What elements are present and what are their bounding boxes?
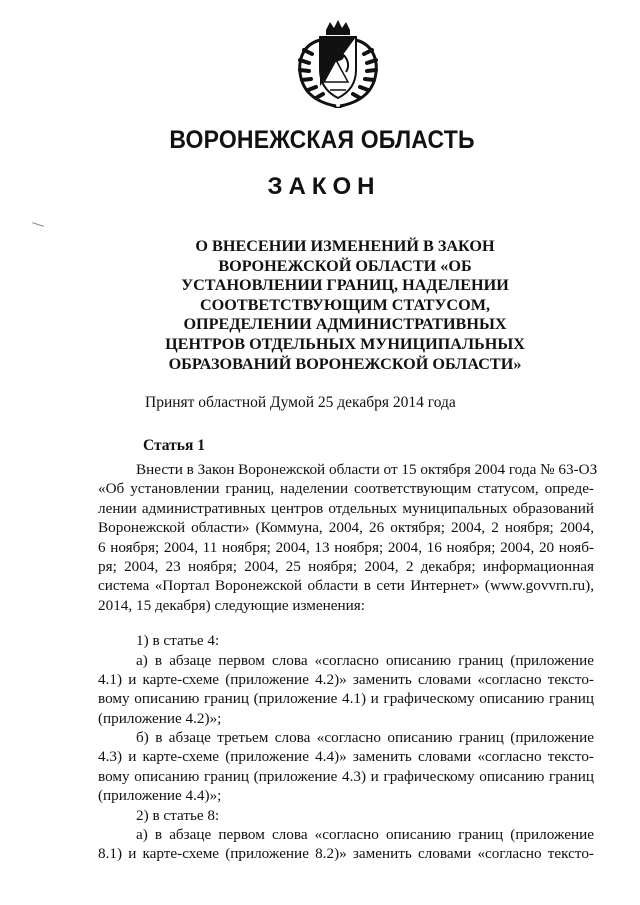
body-line: Воронежской области» (Коммуна, 2004, 26 октября; 2004, 2 ноября; 2004, [98,519,594,537]
body-line: «Об установлении границ, наделении соответствующим статусом, опреде- [98,480,594,498]
article-body [98,460,598,864]
article-title: Статья 1 [143,437,205,454]
body-line: 2014, 15 декабря) следующие изменения: [98,596,365,614]
heading-line: УСТАНОВЛЕНИИ ГРАНИЦ, НАДЕЛЕНИИ [181,276,509,295]
heading-line: ОПРЕДЕЛЕНИИ АДМИНИСТРАТИВНЫХ [183,315,507,334]
list-item-heading: 1) в статье 4: [136,632,220,650]
body-line: система «Портал Воронежской области в сети Интернет» (www.govvrn.ru), [98,577,594,595]
body-line: вому описанию границ (приложение 4.1) и графическому описанию границ [98,690,594,708]
scan-artifact [32,222,44,227]
body-line: 6 ноября; 2004, 11 ноября; 2004, 13 ноября; 2004, 16 ноября; 2004, 20 нояб- [98,538,594,556]
law-heading [150,237,540,374]
document-type-title: ЗАКОН [267,173,381,200]
heading-line: О ВНЕСЕНИИ ИЗМЕНЕНИЙ В ЗАКОН [195,237,495,255]
body-line: (приложение 4.4)»; [98,787,222,805]
body-line: 4.1) и карте-схеме (приложение 4.2)» заменить словами «согласно тексто- [98,670,594,688]
paragraph-gap [98,615,594,631]
adoption-date: Принят областной Думой 25 декабря 2014 года [145,394,456,411]
body-line: б) в абзаце третьем слова «согласно описанию границ (приложение [136,729,594,747]
body-line: 4.3) и карте-схеме (приложение 4.4)» заменить словами «согласно тексто- [98,748,594,766]
heading-line: ОБРАЗОВАНИЙ ВОРОНЕЖСКОЙ ОБЛАСТИ» [168,354,522,373]
heading-line: ВОРОНЕЖСКОЙ ОБЛАСТИ «ОБ [218,256,472,275]
body-line: лении административных центров отдельных муниципальных образований [98,499,594,517]
body-line: а) в абзаце первом слова «согласно описанию границ (приложение [136,651,594,669]
voronezh-coat-of-arms-icon [290,20,386,108]
list-item-heading: 2) в статье 8: [136,806,220,824]
body-line: Внести в Закон Воронежской области от 15 октября 2004 года № 63-ОЗ [136,461,598,478]
body-line: вому описанию границ (приложение 4.3) и графическому описанию границ [98,767,594,785]
body-line: ря; 2004, 23 ноября; 2004, 25 ноября; 2004, 2 декабря; информационная [98,557,594,575]
heading-line: ЦЕНТРОВ ОТДЕЛЬНЫХ МУНИЦИПАЛЬНЫХ [165,334,525,353]
body-line: (приложение 4.2)»; [98,709,222,727]
body-line: а) в абзаце первом слова «согласно описанию границ (приложение [136,826,594,844]
region-title: ВОРОНЕЖСКАЯ ОБЛАСТЬ [169,126,475,154]
heading-line: СООТВЕТСТВУЮЩИМ СТАТУСОМ, [199,295,491,314]
body-line: 8.1) и карте-схеме (приложение 8.2)» заменить словами «согласно тексто- [98,845,594,863]
